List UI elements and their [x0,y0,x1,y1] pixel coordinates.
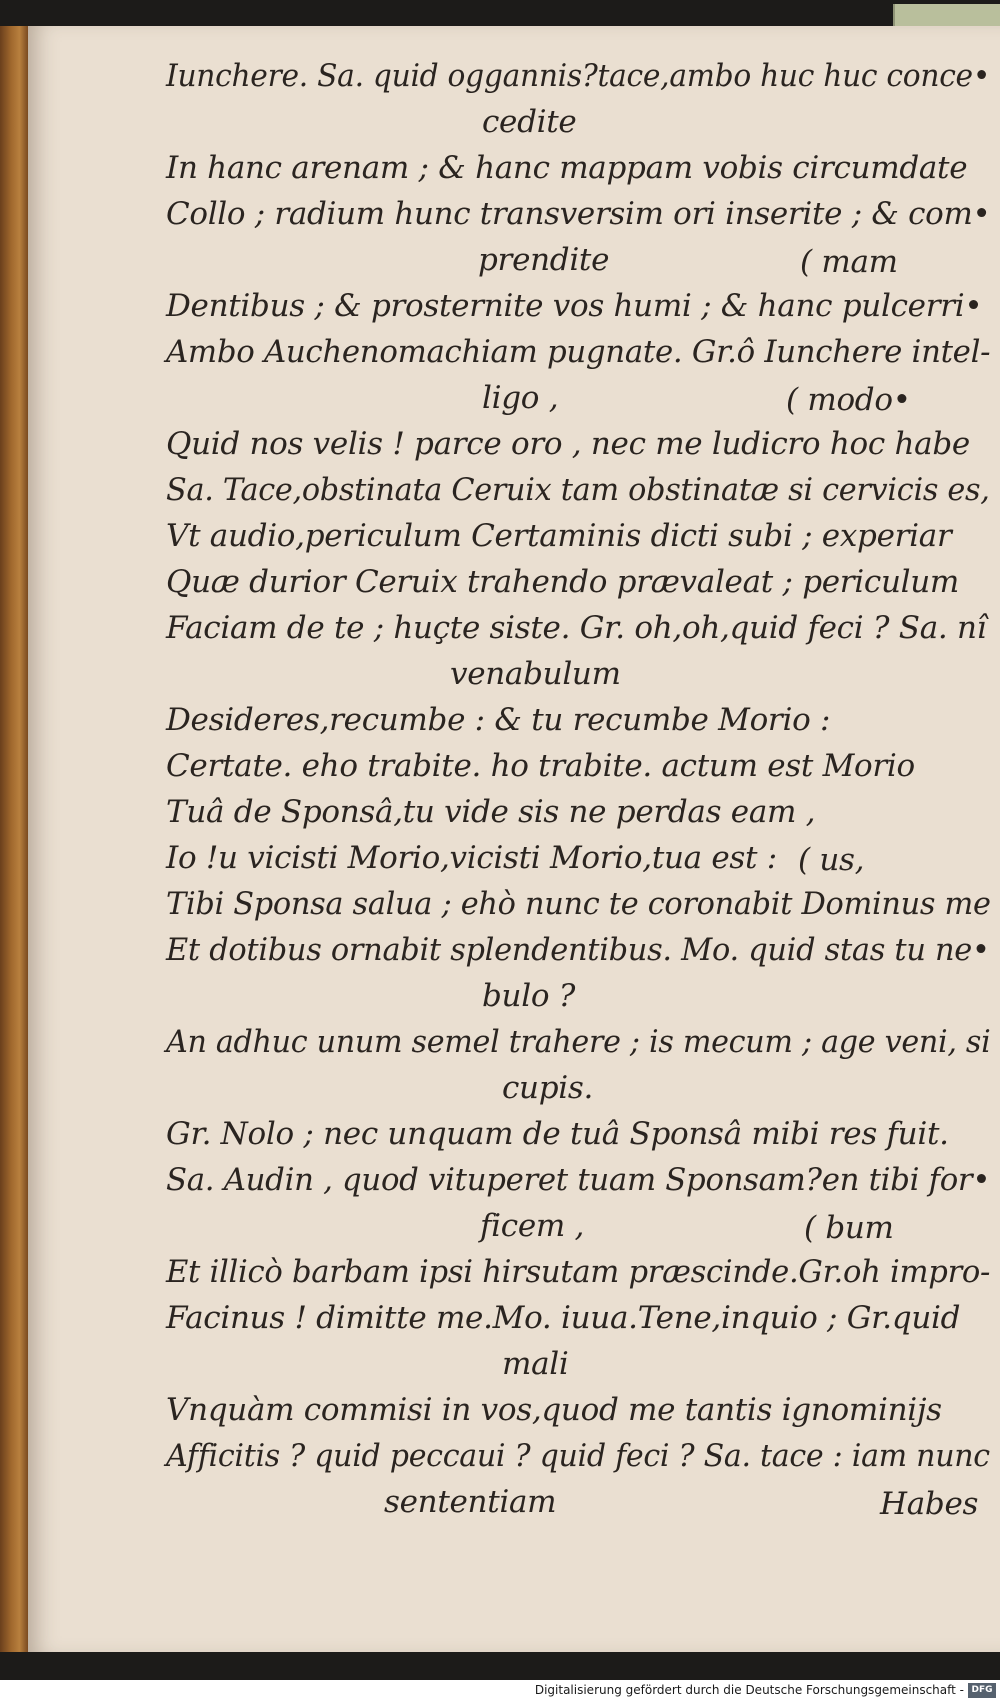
text-line: Vt audio,periculum Certaminis dicti subi ; experiar [166,518,952,554]
text-line: Desideres,recumbe : & tu recumbe Morio : [166,702,831,738]
text-line: bulo ? [482,978,576,1014]
dfg-logo-icon: DFG [968,1683,996,1698]
text-line: ficem , [480,1208,585,1244]
text-line: ( bum [804,1210,894,1246]
text-line: Io !u vicisti Morio,vicisti Morio,tua est : [166,840,777,876]
text-line: Afficitis ? quid peccaui ? quid feci ? Sa. tace : iam nunc [166,1438,990,1474]
text-line: Vnquàm commisi in vos,quod me tantis ignominijs [166,1392,942,1428]
book-spine [0,26,28,1652]
footer-bar [0,1680,1000,1702]
text-line: Et dotibus ornabit splendentibus. Mo. quid stas tu ne• [166,932,990,968]
text-line: Faciam de te ; huçte siste. Gr. oh,oh,quid feci ? Sa. nî [166,610,987,646]
text-line: mali [502,1346,569,1382]
funding-notice: Digitalisierung gefördert durch die Deutsche Forschungsgemeinschaft - [534,1683,964,1697]
text-line: Gr. Nolo ; nec unquam de tuâ Sponsâ mibi res fuit. [166,1116,949,1152]
text-line: cedite [482,104,577,140]
text-line: In hanc arenam ; & hanc mappam vobis circumdate [166,150,968,186]
text-line: ligo , [482,380,559,416]
text-line: Tuâ de Sponsâ,tu vide sis ne perdas eam , [166,794,816,830]
text-line: Dentibus ; & prosternite vos humi ; & hanc pulcerri• [166,288,983,324]
text-line: Ambo Auchenomachiam pugnate. Gr.ô Iunchere intel- [166,334,991,370]
text-line: ( modo• [786,382,911,418]
text-line: Certate. eho trabite. ho trabite. actum est Morio [166,748,915,784]
text-line: cupis. [502,1070,594,1106]
text-line: Et illicò barbam ipsi hirsutam præscinde.Gr.oh impro- [166,1254,991,1290]
text-line: Iunchere. Sa. quid oggannis?tace,ambo huc huc conce• [166,58,991,94]
text-line: ( us, [798,842,865,878]
text-line: sententiam [384,1484,557,1520]
book-page [28,26,1000,1652]
text-line: venabulum [450,656,621,692]
text-line: An adhuc unum semel trahere ; is mecum ; age veni, si [166,1024,991,1060]
text-line: Sa. Audin , quod vituperet tuam Sponsam?en tibi for• [166,1162,991,1198]
catchword: Habes [880,1486,979,1522]
text-line: ( mam [800,244,898,280]
text-line: Quid nos velis ! parce oro , nec me ludicro hoc habe [166,426,970,462]
text-line: Tibi Sponsa salua ; ehò nunc te coronabit Dominus me [166,886,991,922]
text-line: Sa. Tace,obstinata Ceruix tam obstinatæ si cervicis es, [166,472,990,508]
text-line: prendite [478,242,610,278]
text-line: Quæ durior Ceruix trahendo prævaleat ; periculum [166,564,960,600]
text-line: Collo ; radium hunc transversim ori inserite ; & com• [166,196,991,232]
text-line: Facinus ! dimitte me.Mo. iuua.Tene,inquio ; Gr.quid [166,1300,961,1336]
